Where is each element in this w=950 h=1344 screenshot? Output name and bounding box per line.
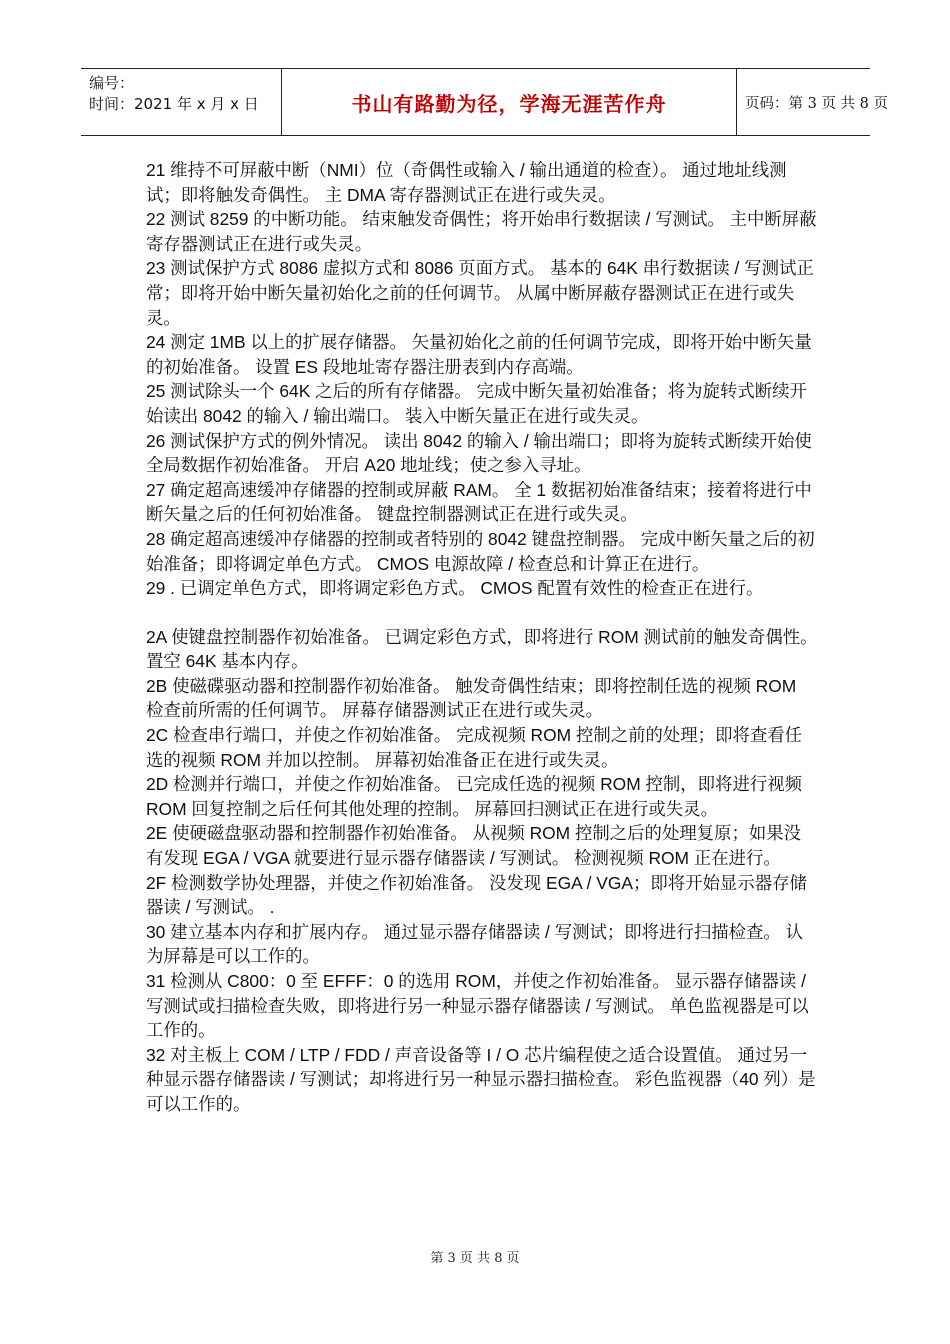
paragraph: 30 建立基本内存和扩展内存。 通过显示器存储器读 / 写测试；即将进行扫描检查。 认为屏幕是可以工作的。 bbox=[146, 921, 804, 967]
paragraph: 32 对主板上 COM / LTP / FDD / 声音设备等 I / O 芯片编程使之适合设置值。 通过另一种显示器存储器读 / 写测试；却将进行另一种显示器扫描检查。 彩色监视器（40 列）是可以工作的。 bbox=[146, 1044, 816, 1114]
paragraph: 2A 使键盘控制器作初始准备。 已调定彩色方式，即将进行 ROM 测试前的触发奇偶性。 置空 64K 基本内存。 bbox=[146, 626, 818, 672]
number-label: 编号： bbox=[89, 74, 135, 92]
paragraph: 2B 使磁碟驱动器和控制器作初始准备。 触发奇偶性结束；即将控制任选的视频 ROM 检查前所需的任何调节。 屏幕存储器测试正在进行或失灵。 bbox=[146, 675, 797, 721]
paragraph: 23 测试保护方式 8086 虚拟方式和 8086 页面方式。 基本的 64K 串行数据读 / 写测试正常；即将开始中断矢量初始化之前的任何调节。 从属中断屏蔽存器测试正在进行或失灵。 bbox=[146, 258, 814, 328]
paragraph-gap bbox=[146, 601, 818, 625]
document-body bbox=[146, 158, 818, 1117]
page-info: 页码：第 3 页 共 8 页 bbox=[745, 95, 888, 112]
paragraph: 2E 使硬磁盘驱动器和控制器作初始准备。 从视频 ROM 控制之后的处理复原；如果没有发现 EGA / VGA 就要进行显示器存储器读 / 写测试。 检测视频 ROM 正在进行。 bbox=[146, 823, 802, 869]
paragraph: 22 测试 8259 的中断功能。 结束触发奇偶性；将开始串行数据读 / 写测试。 主中断屏蔽寄存器测试正在进行或失灵。 bbox=[146, 209, 817, 254]
paragraph: 27 确定超高速缓冲存储器的控制或屏蔽 RAM。 全 1 数据初始准备结束；接着将进行中断矢量之后的任何初始准备。 键盘控制器测试正在进行或失灵。 bbox=[146, 479, 812, 525]
paragraph: 28 确定超高速缓冲存储器的控制或者特别的 8042 键盘控制器。 完成中断矢量之后的初始准备；即将调定单色方式。 CMOS 电源故障 / 检查总和计算正在进行。 bbox=[146, 528, 815, 574]
paragraph: 26 测试保护方式的例外情况。 读出 8042 的输入 / 输出端口；即将为旋转式断续开始使全局数据作初始准备。 开启 A20 地址线；使之参入寻址。 bbox=[146, 430, 812, 476]
paragraph: 29 . 已调定单色方式，即将调定彩色方式。 CMOS 配置有效性的检查正在进行。 bbox=[146, 578, 764, 599]
page-footer bbox=[0, 1247, 950, 1266]
header-page-info-cell bbox=[737, 69, 888, 135]
header-meta bbox=[81, 69, 282, 135]
paragraph: 25 测试除头一个 64K 之后的所有存储器。 完成中断矢量初始准备；将为旋转式断续开始读出 8042 的输入 / 输出端口。 装入中断矢量正在进行或失灵。 bbox=[146, 381, 807, 426]
header-motto-cell bbox=[282, 69, 737, 135]
motto: 书山有路勤为径，学海无涯苦作舟 bbox=[351, 91, 667, 116]
paragraph: 2F 检测数学协处理器，并使之作初始准备。 没发现 EGA / VGA；即将开始显示器存储器读 / 写测试。 . bbox=[146, 872, 807, 918]
paragraph: 24 测定 1MB 以上的扩展存储器。 矢量初始化之前的任何调节完成，即将开始中断矢量的初始准备。 设置 ES 段地址寄存器注册表到内存高端。 bbox=[146, 332, 812, 377]
paragraph: 2D 检测并行端口，并使之作初始准备。 已完成任选的视频 ROM 控制，即将进行视频 ROM 回复控制之后任何其他处理的控制。 屏幕回扫测试正在进行或失灵。 bbox=[146, 774, 803, 819]
paragraph: 2C 检查串行端口，并使之作初始准备。 完成视频 ROM 控制之前的处理；即将查看任选的视频 ROM 并加以控制。 屏幕初始准备正在进行或失灵。 bbox=[146, 725, 803, 770]
footer-page-number: 第 3 页 共 8 页 bbox=[430, 1251, 520, 1266]
paragraph: 21 维持不可屏蔽中断（NMI）位（奇偶性或输入 / 输出通道的检查）。 通过地址线测试；即将触发奇偶性。 主 DMA 寄存器测试正在进行或失灵。 bbox=[146, 160, 787, 205]
paragraph: 31 检测从 C800：0 至 EFFF：0 的选用 ROM，并使之作初始准备。 显示器存储器读 / 写测试或扫描检查失败，即将进行另一种显示器存储器读 / 写测试。 单色监视器是可以工作的。 bbox=[146, 971, 809, 1041]
page-header bbox=[81, 68, 888, 136]
time-label: 时间：2021 年 x 月 x 日 bbox=[89, 95, 259, 113]
